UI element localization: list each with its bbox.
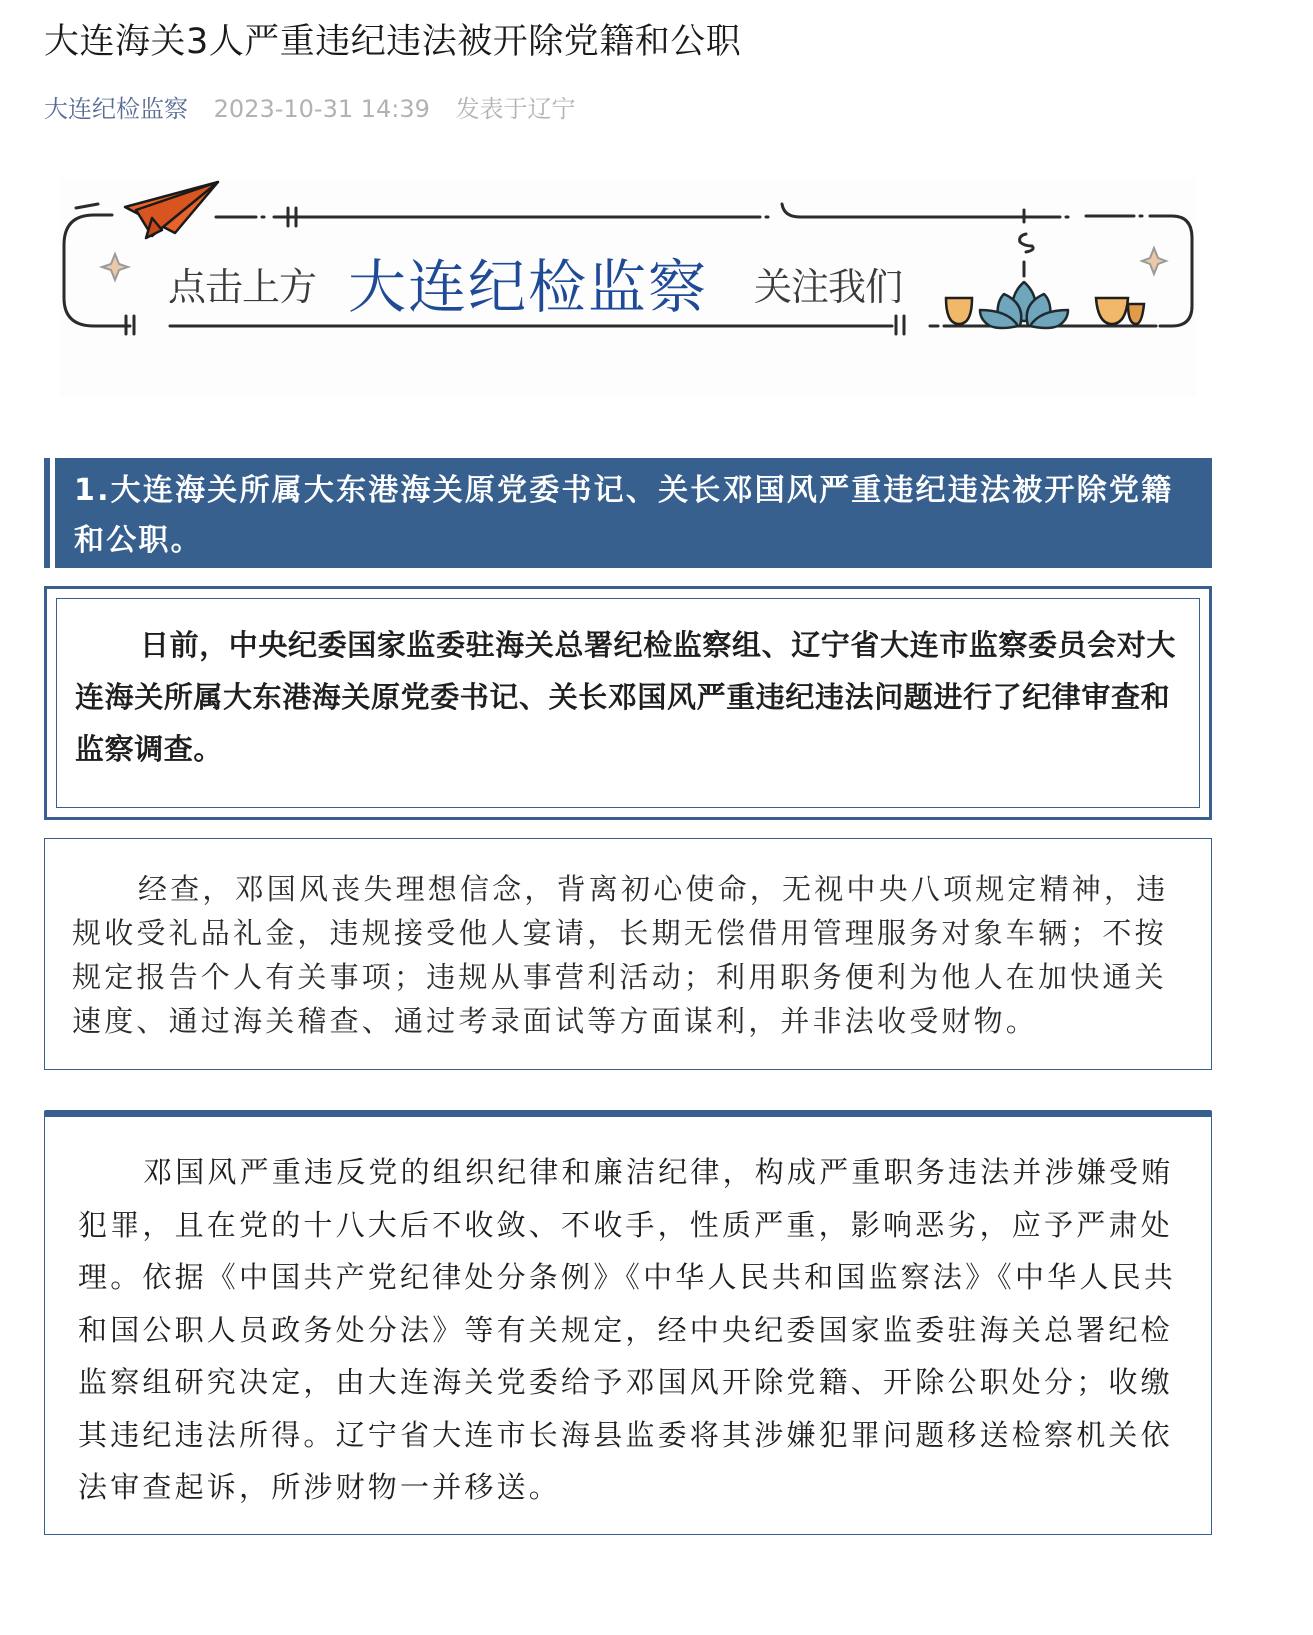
article-title: 大连海关3人严重违纪违法被开除党籍和公职 [44,22,742,62]
author-link[interactable]: 大连纪检监察 [44,95,188,123]
follow-banner[interactable] [60,178,1196,396]
decision-paragraph: 邓国风严重违反党的组织纪律和廉洁纪律，构成严重职务违法并涉嫌受贿犯罪，且在党的十八大后不收敛、不收手，性质严重，影响恶劣，应予严肃处理。依据《中国共产党纪律处分条例》《中华人民共和国监察法》《中华人民共和国公职人员政务处分法》等有关规定，经中央纪委国家监委驻海关总署纪检监察组研究决定，由大连海关党委给予邓国风开除党籍、开除公职处分；收缴其违纪违法所得。辽宁省大连市长海县监委将其涉嫌犯罪问题移送检察机关依法审查起诉，所涉财物一并移送。 [78,1155,1177,1504]
paper-plane-icon [125,182,218,238]
section-heading [44,458,1212,568]
publish-location: 发表于辽宁 [455,95,576,123]
heading-accent-stripe [44,458,50,568]
banner-follow-text: 关注我们 [754,265,903,309]
lotus-icon [980,282,1068,328]
findings-box [44,838,1212,1070]
intro-box [44,586,1212,820]
findings-paragraph: 经查，邓国风丧失理想信念，背离初心使命，无视中央八项规定精神，违规收受礼品礼金，违规接受他人宴请，长期无偿借用管理服务对象车辆；不按规定报告个人有关事项；违规从事营利活动；利用职务便利为他人在加快通关速度、通过海关稽查、通过考录面试等方面谋利，并非法收受财物。 [72,872,1169,1038]
article-meta [44,92,576,126]
publish-date: 2023-10-31 14:39 [213,95,430,123]
section-heading-text: 1.大连海关所属大东港海关原党委书记、关长邓国风严重违纪违法被开除党籍和公职。 [74,473,1174,558]
decision-box [44,1116,1212,1535]
intro-paragraph: 日前，中央纪委国家监委驻海关总署纪检监察组、辽宁省大连市监察委员会对大连海关所属大东港海关原党委书记、关长邓国风严重违纪违法问题进行了纪律审查和监察调查。 [75,628,1177,766]
banner-lead-text: 点击上方 [168,265,317,309]
banner-brand-name: 大连纪检监察 [348,253,709,321]
